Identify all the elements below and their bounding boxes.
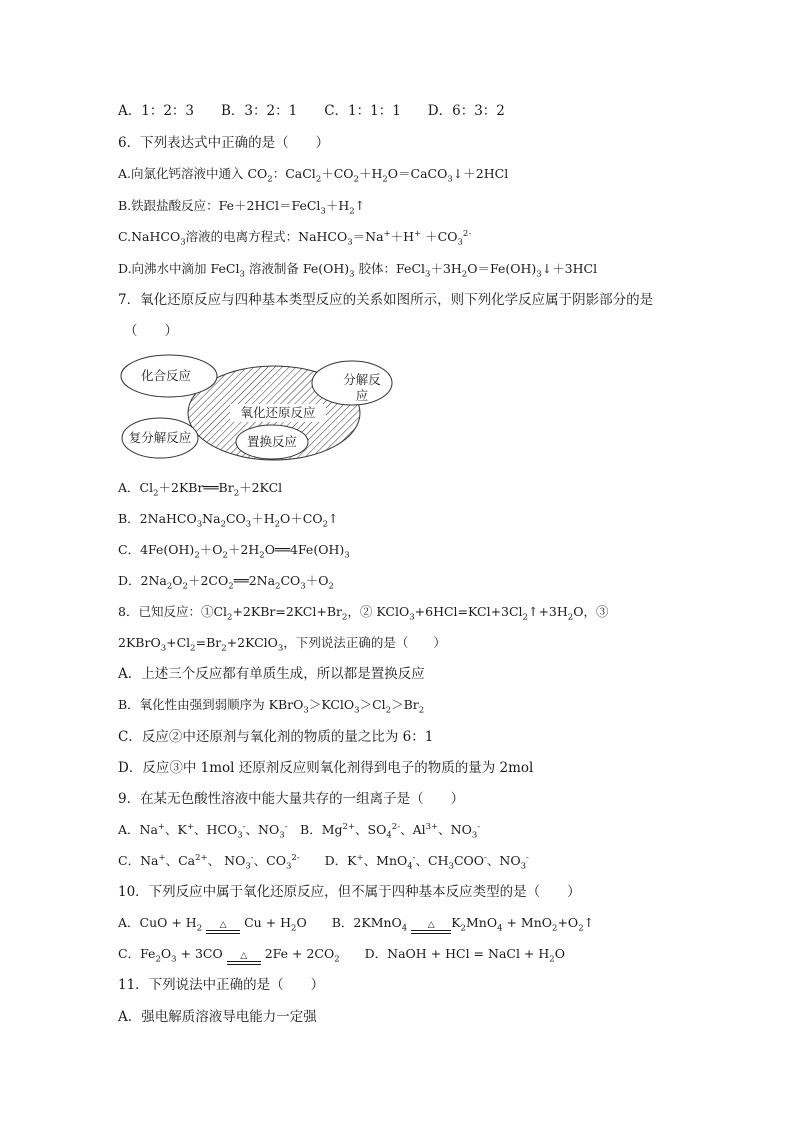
decomposition-label-line2: 应 — [355, 388, 369, 403]
q10-options-ab: A．CuO + $H_2$ △ $Cu + H_2O$ B．2KMnO$_4$ △ $K_2MnO_4$ + $MnO_2+O_2↑$ — [118, 915, 595, 934]
q10-stem: 10．下列反应中属于氧化还原反应，但不属于四种基本反应类型的是（ ） — [118, 884, 581, 900]
redox-label: 氧化还原反应 — [240, 405, 316, 420]
q6-option-d: D.向沸水中滴加 FeCl$_3$ 溶液制备 $Fe(OH)_3$ 胶体：$FeCl_3+3H_2O=Fe(OH)_3↓+3HCl$ — [118, 261, 598, 280]
heat-condition-a: △ — [206, 921, 240, 934]
q8-option-a: A．上述三个反应都有单质生成，所以都是置换反应 — [118, 666, 425, 682]
q7-option-a: A．$Cl_2+2KBr══Br_2+2KCl$ — [118, 480, 283, 499]
q8-stem-line1: 8．已知反应：$①Cl_2+2KBr=2KCl+Br_2$，② $KClO_3+6HCl=KCl+3Cl_2↑+3H_2O$，③ — [118, 604, 609, 623]
decomposition-label-line1: 分解反 — [343, 372, 381, 387]
q6-option-b: B.铁跟盐酸反应：$Fe+2HCl=FeCl_3+H_2↑$ — [118, 198, 366, 217]
q10-options-cd: C．$Fe_2O_3 + 3CO$ △ $2Fe + 2CO_2$ D．NaOH + HCl = NaCl + $H_2O$ — [118, 946, 565, 965]
double-displacement-label: 复分解反应 — [128, 430, 192, 445]
q7-option-c: C．$4Fe(OH)_2+O_2+2H_2O══4Fe(OH)_3$ — [118, 542, 350, 561]
q7-option-b: B．$2NaHCO_3Na_2CO_3+H_2O+CO_2↑$ — [118, 511, 339, 530]
heat-condition-c: △ — [227, 952, 261, 965]
q6-option-a: A.向氯化钙溶液中通入 $CO_2$：$CaCl_2+CO_2+H_2O=CaCO_3↓+2HCl$ — [118, 166, 509, 185]
q11-option-a: A．强电解质溶液导电能力一定强 — [118, 1009, 317, 1025]
q7-answer-blank: （ ） — [124, 323, 178, 339]
q8-option-b: B．氧化性由强到弱顺序为 $KBrO_3>KClO_3>Cl_2>Br_2$ — [118, 697, 425, 716]
combination-label: 化合反应 — [140, 368, 192, 383]
displacement-label: 置换反应 — [246, 434, 298, 449]
q7-stem: 7．氧化还原反应与四种基本类型反应的关系如图所示，则下列化学反应属于阴影部分的是 — [118, 292, 654, 308]
q9-options-ab: A．Na+、K+、$HCO_3^-$、$NO_3^-$ B．$Mg^{2+}$、$SO_4^{2-}$、$Al^{3+}$、$NO_3^-$ — [118, 821, 481, 841]
q6-option-c: C.NaHCO$_3$溶液的电离方程式：NaHCO$_3$＝Na+＋H+ $+CO_3^{2-}$ — [118, 228, 472, 248]
q6-stem: 6．下列表达式中正确的是（ ） — [118, 135, 330, 151]
q5-options: A．1：2：3 B．3：2：1 C．1：1：1 D．6：3：2 — [118, 103, 505, 119]
q9-stem: 9．在某无色酸性溶液中能大量共存的一组离子是（ ） — [118, 791, 465, 807]
heat-condition-b: △ — [411, 921, 451, 934]
q8-option-d: D．反应③中 1mol 还原剂反应则氧化剂得到电子的物质的量为 2mol — [118, 760, 534, 776]
reaction-types-venn-diagram — [120, 352, 400, 467]
q9-options-cd: C．Na+、$Ca^{2+}$、 $NO_3^-$、$CO_3^{2-}$ D．K+、MnO$_4$-、$CH_3COO^-$、$NO_3^-$ — [118, 852, 529, 872]
q11-stem: 11．下列说法中正确的是（ ） — [118, 977, 325, 993]
q8-option-c: C．反应②中还原剂与氧化剂的物质的量之比为 6：1 — [118, 729, 434, 745]
q8-stem-line2: $2KBrO_3+Cl_2=Br_2+2KClO_3$，下列说法正确的是（ ） — [118, 635, 446, 654]
q7-option-d: D．$2Na_2O_2+2CO_2══2Na_2CO_3+O_2$ — [118, 573, 334, 592]
